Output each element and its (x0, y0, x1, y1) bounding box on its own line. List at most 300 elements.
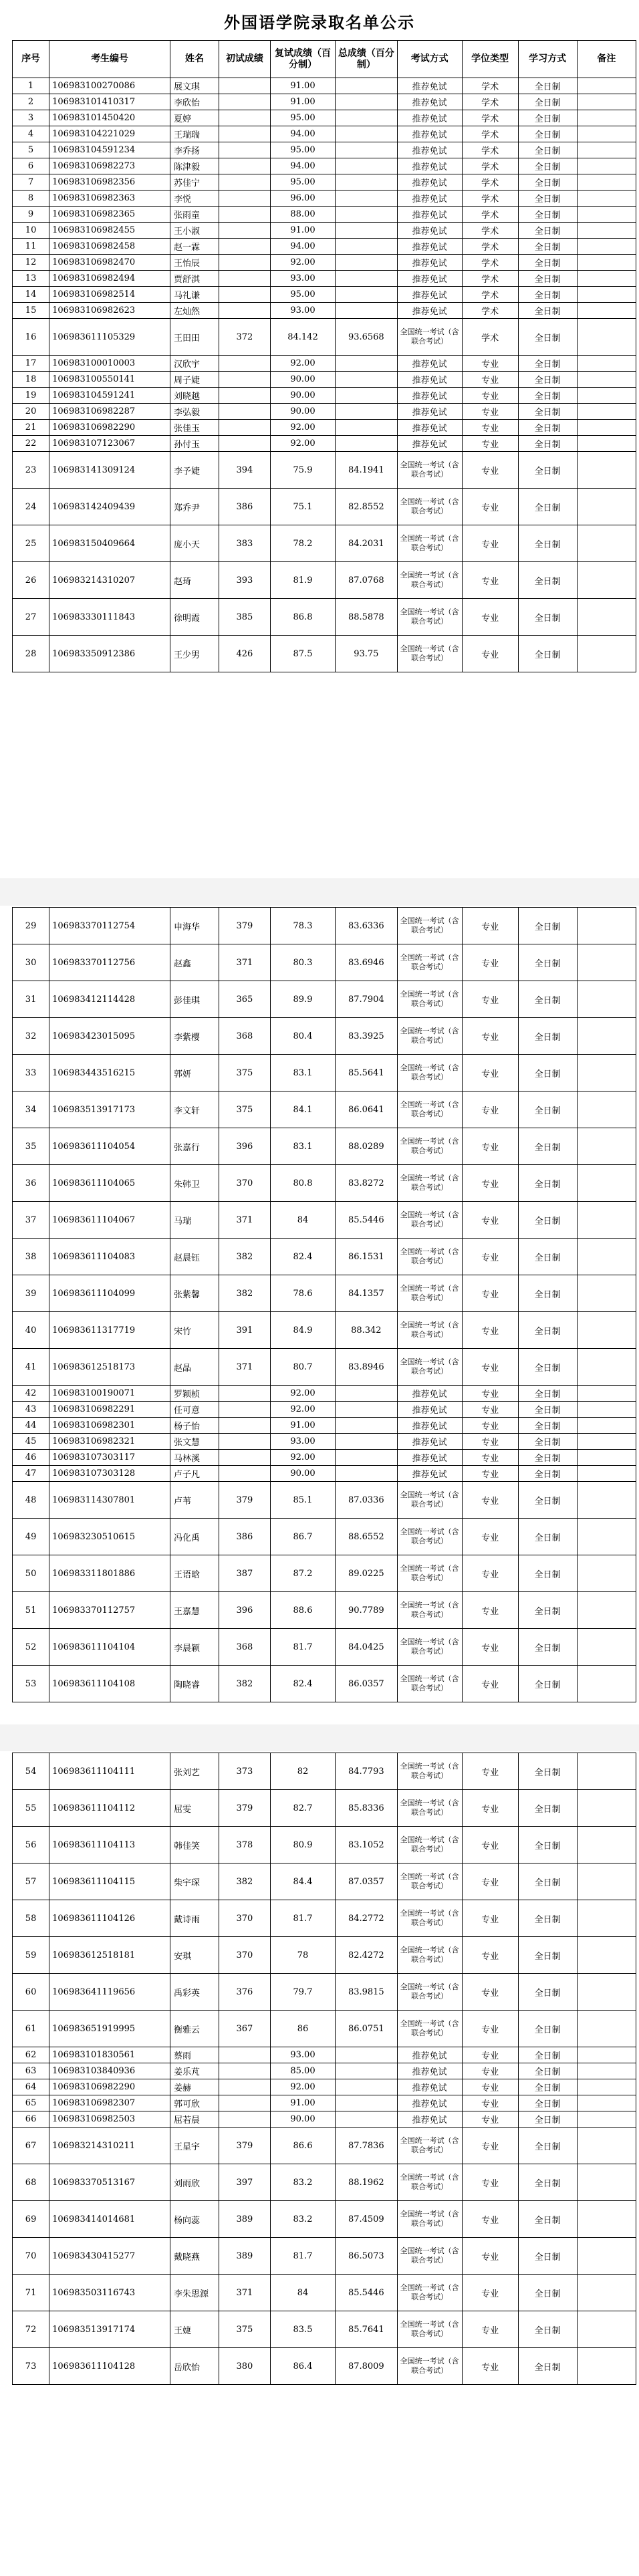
cell-remark (577, 908, 636, 944)
cell-study-mode: 全日制 (518, 2164, 577, 2201)
cell-retest-score: 90.00 (270, 404, 335, 420)
cell-name: 李晨颖 (170, 1629, 219, 1666)
cell-study-mode: 全日制 (518, 2238, 577, 2275)
cell-total-score: 83.1052 (336, 1827, 398, 1863)
cell-initial-score (219, 388, 270, 404)
cell-study-mode: 全日制 (518, 1790, 577, 1827)
cell-degree-type: 专业 (462, 1450, 518, 1466)
cell-study-mode: 全日制 (518, 1275, 577, 1312)
cell-study-mode: 全日制 (518, 404, 577, 420)
cell-degree-type: 专业 (462, 525, 518, 562)
cell-retest-score: 91.00 (270, 2095, 335, 2111)
cell-total-score: 88.5878 (336, 599, 398, 636)
table-row (13, 255, 636, 271)
cell-name: 李弘毅 (170, 404, 219, 420)
cell-seq: 42 (13, 1386, 49, 1402)
cell-study-mode: 全日制 (518, 1900, 577, 1937)
cell-name: 卢子凡 (170, 1466, 219, 1482)
cell-name: 王小淑 (170, 223, 219, 239)
cell-exam-id: 106983611104083 (49, 1239, 170, 1275)
cell-name: 张嘉行 (170, 1128, 219, 1165)
table-row (13, 1450, 636, 1466)
cell-total-score (336, 158, 398, 174)
cell-initial-score (219, 158, 270, 174)
cell-study-mode: 全日制 (518, 2011, 577, 2047)
cell-initial-score: 376 (219, 1974, 270, 2011)
cell-retest-score: 87.2 (270, 1555, 335, 1592)
cell-initial-score (219, 239, 270, 255)
cell-seq: 13 (13, 271, 49, 287)
table-row (13, 944, 636, 981)
cell-initial-score (219, 356, 270, 372)
cell-degree-type: 学术 (462, 110, 518, 126)
cell-total-score: 85.5641 (336, 1055, 398, 1091)
admission-table (12, 40, 636, 672)
cell-total-score (336, 2079, 398, 2095)
cell-total-score: 86.0357 (336, 1666, 398, 1702)
cell-remark (577, 303, 636, 319)
cell-exam-method: 全国统一考试（含联合考试） (397, 636, 462, 672)
cell-degree-type: 专业 (462, 2128, 518, 2164)
cell-remark (577, 1018, 636, 1055)
cell-exam-method: 推荐免试 (397, 1418, 462, 1434)
cell-seq: 55 (13, 1790, 49, 1827)
cell-retest-score: 85.1 (270, 1482, 335, 1519)
cell-exam-method: 推荐免试 (397, 1434, 462, 1450)
cell-exam-id: 106983106982494 (49, 271, 170, 287)
cell-initial-score: 386 (219, 1519, 270, 1555)
cell-study-mode: 全日制 (518, 636, 577, 672)
cell-study-mode: 全日制 (518, 110, 577, 126)
cell-degree-type: 专业 (462, 1863, 518, 1900)
cell-retest-score: 84 (270, 2275, 335, 2311)
cell-retest-score: 84 (270, 1202, 335, 1239)
cell-initial-score: 389 (219, 2238, 270, 2275)
cell-exam-method: 全国统一考试（含联合考试） (397, 1312, 462, 1349)
cell-exam-id: 106983214310211 (49, 2128, 170, 2164)
table-row (13, 1091, 636, 1128)
cell-exam-id: 106983370112756 (49, 944, 170, 981)
cell-study-mode: 全日制 (518, 2275, 577, 2311)
cell-retest-score: 86.7 (270, 1519, 335, 1555)
cell-exam-method: 推荐免试 (397, 78, 462, 94)
table-row (13, 1482, 636, 1519)
cell-exam-method: 全国统一考试（含联合考试） (397, 2311, 462, 2348)
cell-name: 郭妍 (170, 1055, 219, 1091)
cell-initial-score: 396 (219, 1592, 270, 1629)
page-break (0, 1724, 639, 1751)
cell-exam-id: 106983214310207 (49, 562, 170, 599)
cell-degree-type: 专业 (462, 1900, 518, 1937)
cell-study-mode: 全日制 (518, 1128, 577, 1165)
table-row (13, 1666, 636, 1702)
table-row (13, 2201, 636, 2238)
cell-remark (577, 2011, 636, 2047)
cell-remark (577, 1555, 636, 1592)
cell-name: 安琪 (170, 1937, 219, 1974)
cell-study-mode: 全日制 (518, 420, 577, 436)
cell-exam-id: 106983611104054 (49, 1128, 170, 1165)
cell-degree-type: 专业 (462, 1629, 518, 1666)
cell-exam-id: 106983106982363 (49, 190, 170, 207)
table-row (13, 1937, 636, 1974)
cell-degree-type: 专业 (462, 1519, 518, 1555)
cell-exam-id: 106983611104065 (49, 1165, 170, 1202)
cell-degree-type: 专业 (462, 944, 518, 981)
cell-exam-method: 全国统一考试（含联合考试） (397, 1666, 462, 1702)
cell-degree-type: 专业 (462, 420, 518, 436)
cell-seq: 23 (13, 452, 49, 489)
cell-remark (577, 2079, 636, 2095)
cell-exam-id: 106983311801886 (49, 1555, 170, 1592)
cell-seq: 25 (13, 525, 49, 562)
cell-exam-method: 推荐免试 (397, 388, 462, 404)
cell-total-score: 87.4509 (336, 2201, 398, 2238)
cell-exam-id: 106983101450420 (49, 110, 170, 126)
cell-name: 张刘艺 (170, 1753, 219, 1790)
cell-study-mode: 全日制 (518, 126, 577, 142)
cell-name: 马瑞 (170, 1202, 219, 1239)
cell-seq: 2 (13, 94, 49, 110)
cell-exam-id: 106983106982503 (49, 2111, 170, 2128)
cell-initial-score (219, 420, 270, 436)
cell-seq: 37 (13, 1202, 49, 1239)
cell-initial-score: 389 (219, 2201, 270, 2238)
cell-degree-type: 学术 (462, 223, 518, 239)
table-row (13, 1418, 636, 1434)
cell-degree-type: 专业 (462, 599, 518, 636)
cell-exam-method: 全国统一考试（含联合考试） (397, 2164, 462, 2201)
cell-study-mode: 全日制 (518, 158, 577, 174)
cell-study-mode: 全日制 (518, 1519, 577, 1555)
cell-total-score: 83.3925 (336, 1018, 398, 1055)
column-header-seq: 序号 (13, 41, 49, 78)
cell-study-mode: 全日制 (518, 908, 577, 944)
cell-initial-score: 372 (219, 319, 270, 356)
cell-total-score (336, 2063, 398, 2079)
cell-initial-score: 379 (219, 1790, 270, 1827)
cell-remark (577, 1900, 636, 1937)
cell-degree-type: 专业 (462, 1466, 518, 1482)
cell-exam-id: 106983106982290 (49, 420, 170, 436)
cell-retest-score: 80.7 (270, 1349, 335, 1386)
cell-initial-score (219, 372, 270, 388)
cell-exam-id: 106983142409439 (49, 489, 170, 525)
cell-name: 张佳玉 (170, 420, 219, 436)
cell-total-score (336, 436, 398, 452)
cell-exam-id: 106983611104128 (49, 2348, 170, 2385)
column-header-degree-type: 学位类型 (462, 41, 518, 78)
cell-study-mode: 全日制 (518, 1592, 577, 1629)
cell-exam-method: 全国统一考试（含联合考试） (397, 1275, 462, 1312)
cell-total-score (336, 356, 398, 372)
cell-study-mode: 全日制 (518, 981, 577, 1018)
table-row (13, 126, 636, 142)
cell-study-mode: 全日制 (518, 944, 577, 981)
cell-total-score: 88.0289 (336, 1128, 398, 1165)
cell-exam-method: 推荐免试 (397, 142, 462, 158)
cell-remark (577, 1165, 636, 1202)
cell-total-score: 83.9815 (336, 1974, 398, 2011)
cell-exam-method: 全国统一考试（含联合考试） (397, 1202, 462, 1239)
cell-name: 杨向蕊 (170, 2201, 219, 2238)
cell-name: 禹彩英 (170, 1974, 219, 2011)
cell-study-mode: 全日制 (518, 562, 577, 599)
cell-remark (577, 1666, 636, 1702)
cell-name: 李紫樱 (170, 1018, 219, 1055)
cell-exam-id: 106983106982273 (49, 158, 170, 174)
table-row (13, 271, 636, 287)
cell-degree-type: 专业 (462, 1666, 518, 1702)
cell-exam-method: 全国统一考试（含联合考试） (397, 944, 462, 981)
table-row (13, 1128, 636, 1165)
cell-study-mode: 全日制 (518, 223, 577, 239)
cell-remark (577, 142, 636, 158)
cell-total-score: 90.7789 (336, 1592, 398, 1629)
cell-exam-id: 106983100270086 (49, 78, 170, 94)
cell-exam-id: 106983350912386 (49, 636, 170, 672)
cell-seq: 6 (13, 158, 49, 174)
cell-exam-id: 106983106982321 (49, 1434, 170, 1450)
cell-degree-type: 学术 (462, 78, 518, 94)
cell-total-score (336, 255, 398, 271)
cell-degree-type: 专业 (462, 1202, 518, 1239)
cell-degree-type: 专业 (462, 2111, 518, 2128)
cell-retest-score: 90.00 (270, 372, 335, 388)
cell-degree-type: 专业 (462, 1386, 518, 1402)
cell-total-score: 84.2772 (336, 1900, 398, 1937)
table-row (13, 1753, 636, 1790)
cell-exam-id: 106983101410317 (49, 94, 170, 110)
cell-degree-type: 专业 (462, 2063, 518, 2079)
cell-exam-method: 推荐免试 (397, 2047, 462, 2063)
cell-retest-score: 84.4 (270, 1863, 335, 1900)
cell-remark (577, 436, 636, 452)
cell-degree-type: 学术 (462, 94, 518, 110)
cell-retest-score: 92.00 (270, 1386, 335, 1402)
cell-degree-type: 专业 (462, 908, 518, 944)
cell-exam-id: 106983414014681 (49, 2201, 170, 2238)
cell-retest-score: 85.00 (270, 2063, 335, 2079)
cell-retest-score: 83.2 (270, 2164, 335, 2201)
cell-initial-score: 371 (219, 1202, 270, 1239)
cell-degree-type: 专业 (462, 356, 518, 372)
table-row (13, 303, 636, 319)
table-row (13, 2275, 636, 2311)
table-section (12, 40, 636, 672)
cell-seq: 49 (13, 1519, 49, 1555)
cell-degree-type: 专业 (462, 404, 518, 420)
cell-retest-score: 95.00 (270, 110, 335, 126)
cell-initial-score: 368 (219, 1629, 270, 1666)
cell-study-mode: 全日制 (518, 388, 577, 404)
cell-remark (577, 1629, 636, 1666)
cell-initial-score (219, 1386, 270, 1402)
cell-retest-score: 95.00 (270, 142, 335, 158)
cell-initial-score (219, 303, 270, 319)
cell-initial-score: 385 (219, 599, 270, 636)
cell-total-score (336, 207, 398, 223)
cell-retest-score: 80.4 (270, 1018, 335, 1055)
table-section (12, 907, 636, 1702)
cell-total-score: 88.6552 (336, 1519, 398, 1555)
cell-remark (577, 319, 636, 356)
cell-exam-method: 全国统一考试（含联合考试） (397, 562, 462, 599)
cell-retest-score: 94.00 (270, 126, 335, 142)
cell-study-mode: 全日制 (518, 94, 577, 110)
cell-seq: 53 (13, 1666, 49, 1702)
cell-remark (577, 1450, 636, 1466)
cell-initial-score (219, 2047, 270, 2063)
table-row (13, 599, 636, 636)
cell-exam-method: 推荐免试 (397, 287, 462, 303)
cell-exam-method: 推荐免试 (397, 174, 462, 190)
cell-retest-score: 95.00 (270, 174, 335, 190)
cell-study-mode: 全日制 (518, 1239, 577, 1275)
table-row (13, 1349, 636, 1386)
cell-seq: 41 (13, 1349, 49, 1386)
table-row (13, 1466, 636, 1482)
table-row (13, 110, 636, 126)
cell-exam-id: 106983103840936 (49, 2063, 170, 2079)
cell-exam-method: 推荐免试 (397, 2095, 462, 2111)
cell-remark (577, 2095, 636, 2111)
cell-remark (577, 1466, 636, 1482)
cell-name: 刘晓越 (170, 388, 219, 404)
cell-total-score (336, 239, 398, 255)
cell-name: 郭可欣 (170, 2095, 219, 2111)
cell-remark (577, 599, 636, 636)
cell-exam-method: 全国统一考试（含联合考试） (397, 1239, 462, 1275)
cell-exam-method: 推荐免试 (397, 1402, 462, 1418)
cell-initial-score (219, 190, 270, 207)
cell-remark (577, 1937, 636, 1974)
cell-seq: 70 (13, 2238, 49, 2275)
table-row (13, 562, 636, 599)
cell-degree-type: 专业 (462, 2079, 518, 2095)
cell-retest-score: 87.5 (270, 636, 335, 672)
cell-degree-type: 专业 (462, 436, 518, 452)
cell-retest-score: 88.6 (270, 1592, 335, 1629)
cell-retest-score: 83.1 (270, 1128, 335, 1165)
cell-degree-type: 专业 (462, 372, 518, 388)
cell-name: 展文琪 (170, 78, 219, 94)
cell-name: 王语晗 (170, 1555, 219, 1592)
cell-remark (577, 388, 636, 404)
cell-exam-method: 推荐免试 (397, 239, 462, 255)
cell-name: 左灿然 (170, 303, 219, 319)
cell-retest-score: 83.1 (270, 1055, 335, 1091)
table-row (13, 223, 636, 239)
table-row (13, 2047, 636, 2063)
cell-name: 徐明霞 (170, 599, 219, 636)
cell-initial-score: 382 (219, 1666, 270, 1702)
cell-study-mode: 全日制 (518, 1753, 577, 1790)
cell-exam-id: 106983611104099 (49, 1275, 170, 1312)
cell-retest-score: 83.2 (270, 2201, 335, 2238)
cell-exam-method: 全国统一考试（含联合考试） (397, 1349, 462, 1386)
cell-study-mode: 全日制 (518, 1555, 577, 1592)
cell-exam-id: 106983611104115 (49, 1863, 170, 1900)
cell-total-score: 85.5446 (336, 2275, 398, 2311)
cell-total-score: 87.0336 (336, 1482, 398, 1519)
cell-initial-score: 375 (219, 1091, 270, 1128)
table-row (13, 190, 636, 207)
table-row (13, 1402, 636, 1418)
cell-exam-method: 推荐免试 (397, 356, 462, 372)
column-header-study-mode: 学习方式 (518, 41, 577, 78)
cell-exam-id: 106983513917173 (49, 1091, 170, 1128)
cell-remark (577, 1386, 636, 1402)
table-row (13, 1018, 636, 1055)
cell-degree-type: 专业 (462, 1555, 518, 1592)
cell-retest-score: 91.00 (270, 223, 335, 239)
cell-seq: 48 (13, 1482, 49, 1519)
table-row (13, 2063, 636, 2079)
cell-degree-type: 专业 (462, 1482, 518, 1519)
cell-degree-type: 专业 (462, 2095, 518, 2111)
table-row (13, 388, 636, 404)
cell-name: 蔡雨 (170, 2047, 219, 2063)
cell-degree-type: 学术 (462, 303, 518, 319)
column-header-retest-score: 复试成绩（百分制） (270, 41, 335, 78)
cell-exam-method: 推荐免试 (397, 404, 462, 420)
cell-name: 宋竹 (170, 1312, 219, 1349)
cell-exam-id: 106983106982458 (49, 239, 170, 255)
cell-retest-score: 95.00 (270, 287, 335, 303)
cell-name: 申海华 (170, 908, 219, 944)
cell-name: 王少男 (170, 636, 219, 672)
table-row (13, 174, 636, 190)
column-header-remark: 备注 (577, 41, 636, 78)
cell-total-score (336, 1418, 398, 1434)
cell-exam-id: 106983651919995 (49, 2011, 170, 2047)
cell-remark (577, 110, 636, 126)
cell-name: 周子婕 (170, 372, 219, 388)
table-row (13, 158, 636, 174)
cell-total-score: 86.0641 (336, 1091, 398, 1128)
cell-retest-score: 82.4 (270, 1666, 335, 1702)
cell-study-mode: 全日制 (518, 2047, 577, 2063)
cell-retest-score: 92.00 (270, 1450, 335, 1466)
cell-retest-score: 88.00 (270, 207, 335, 223)
cell-name: 杨子怡 (170, 1418, 219, 1434)
table-row (13, 636, 636, 672)
cell-total-score: 87.7836 (336, 2128, 398, 2164)
cell-exam-method: 推荐免试 (397, 190, 462, 207)
cell-remark (577, 1349, 636, 1386)
cell-retest-score: 92.00 (270, 420, 335, 436)
cell-degree-type: 学术 (462, 319, 518, 356)
cell-study-mode: 全日制 (518, 287, 577, 303)
cell-remark (577, 1592, 636, 1629)
table-row (13, 908, 636, 944)
cell-total-score (336, 142, 398, 158)
cell-total-score (336, 2095, 398, 2111)
cell-seq: 35 (13, 1128, 49, 1165)
cell-remark (577, 1434, 636, 1450)
cell-exam-method: 全国统一考试（含联合考试） (397, 1863, 462, 1900)
cell-study-mode: 全日制 (518, 78, 577, 94)
cell-seq: 11 (13, 239, 49, 255)
cell-exam-id: 106983370112754 (49, 908, 170, 944)
cell-initial-score: 394 (219, 452, 270, 489)
cell-remark (577, 1275, 636, 1312)
table-row (13, 1592, 636, 1629)
cell-remark (577, 1863, 636, 1900)
table-row (13, 1790, 636, 1827)
cell-total-score: 83.8946 (336, 1349, 398, 1386)
